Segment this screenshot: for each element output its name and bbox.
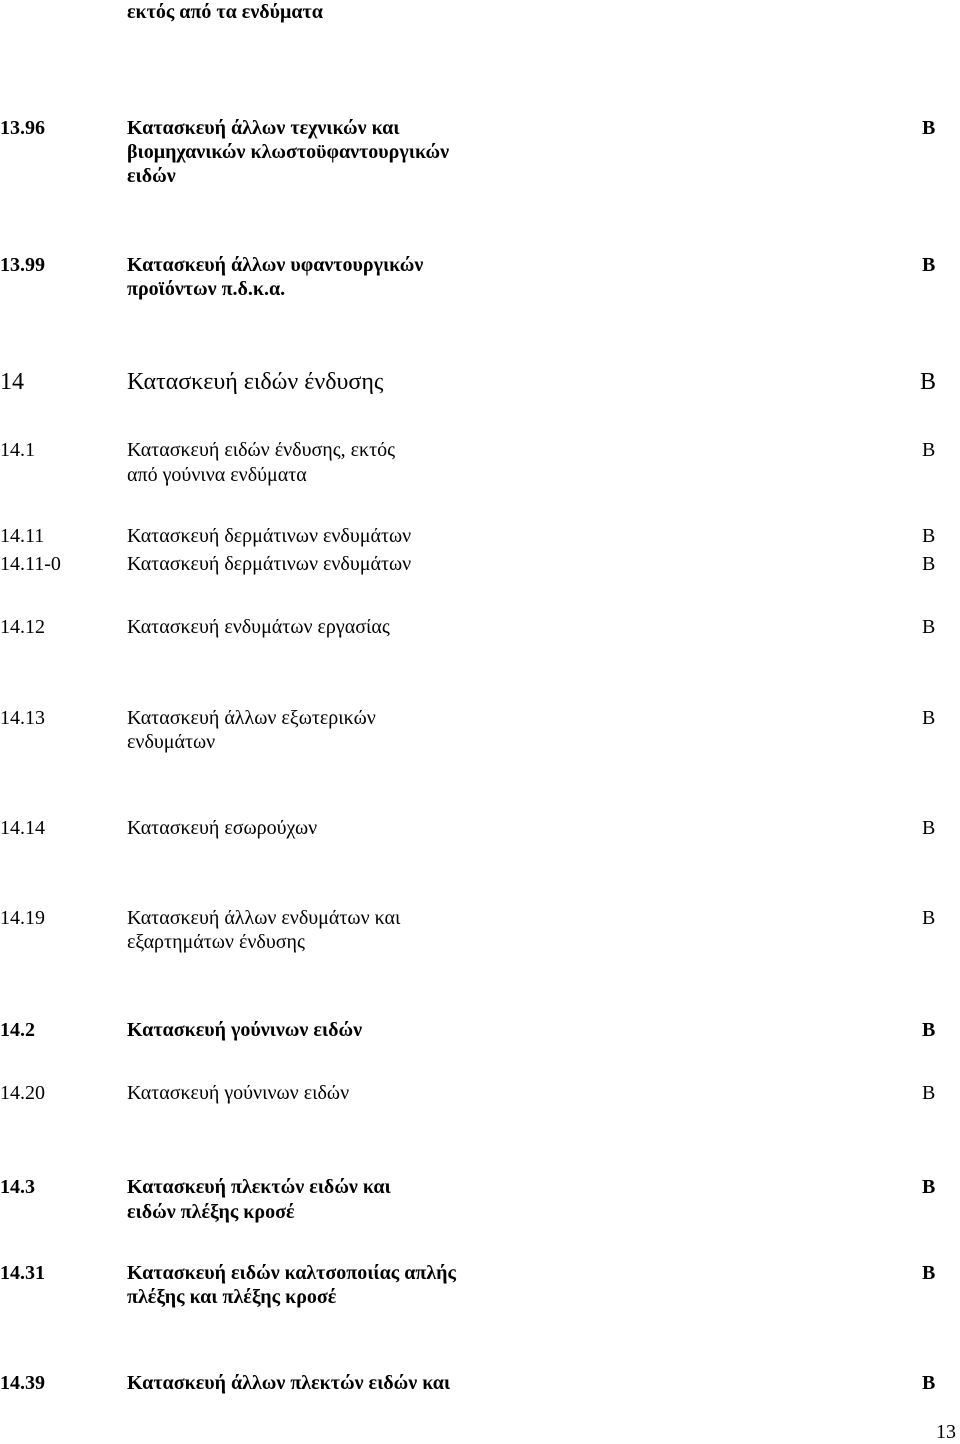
entry-description: βιομηχανικών κλωστοϋφαντουργικών — [127, 141, 450, 163]
entry-description: Κατασκευή εσωρούχων — [127, 817, 318, 839]
continuation-text: εκτός από τα ενδύματα — [127, 1, 323, 23]
entry-class: Β — [922, 1262, 936, 1284]
entry-code: 14.19 — [0, 907, 45, 929]
entry-description: Κατασκευή ειδών καλτσοποιίας απλής — [127, 1262, 456, 1284]
entry-code: 14.11-0 — [0, 553, 61, 575]
entry-code: 13.96 — [0, 117, 45, 139]
entry-description: Κατασκευή ειδών ένδυσης, εκτός — [127, 439, 396, 461]
entry-description: Κατασκευή ενδυμάτων εργασίας — [127, 616, 390, 638]
entry-class: Β — [922, 1019, 936, 1041]
entry-description: πλέξης και πλέξης κροσέ — [127, 1286, 337, 1308]
entry-class: Β — [922, 117, 936, 139]
entry-code: 14 — [0, 369, 24, 395]
page-number: 13 — [936, 1421, 956, 1443]
entry-class: Β — [922, 254, 936, 276]
entry-description: εξαρτημάτων ένδυσης — [127, 931, 305, 953]
entry-code: 14.13 — [0, 707, 45, 729]
entry-description: ενδυμάτων — [127, 731, 216, 753]
entry-description: Κατασκευή γούνινων ειδών — [127, 1019, 363, 1041]
entry-description: Κατασκευή άλλων εξωτερικών — [127, 707, 376, 729]
entry-class: Β — [922, 525, 936, 547]
entry-description: Κατασκευή άλλων τεχνικών και — [127, 117, 400, 139]
entry-code: 14.3 — [0, 1176, 35, 1198]
entry-code: 13.99 — [0, 254, 45, 276]
entry-code: 14.31 — [0, 1262, 45, 1284]
entry-class: Β — [922, 616, 936, 638]
entry-class: Β — [922, 1082, 936, 1104]
entry-description: Κατασκευή πλεκτών ειδών και — [127, 1176, 391, 1198]
entry-class: Β — [922, 1176, 936, 1198]
entry-code: 14.2 — [0, 1019, 35, 1041]
entry-description: από γούνινα ενδύματα — [127, 464, 307, 486]
entry-description: Κατασκευή ειδών ένδυσης — [127, 369, 384, 395]
entry-description: ειδών πλέξης κροσέ — [127, 1201, 295, 1223]
entry-description: προϊόντων π.δ.κ.α. — [127, 278, 286, 300]
entry-code: 14.20 — [0, 1082, 45, 1104]
entry-description: Κατασκευή άλλων πλεκτών ειδών και — [127, 1372, 451, 1394]
entry-class: Β — [922, 553, 936, 575]
entry-description: Κατασκευή δερμάτινων ενδυμάτων — [127, 525, 412, 547]
entry-description: Κατασκευή άλλων ενδυμάτων και — [127, 907, 401, 929]
entry-code: 14.12 — [0, 616, 45, 638]
entry-class: Β — [922, 1372, 936, 1394]
entry-description: Κατασκευή δερμάτινων ενδυμάτων — [127, 553, 412, 575]
entry-class: Β — [922, 439, 936, 461]
entry-description: Κατασκευή άλλων υφαντουργικών — [127, 254, 424, 276]
entry-class: Β — [920, 369, 937, 395]
entry-code: 14.14 — [0, 817, 45, 839]
entry-code: 14.1 — [0, 439, 35, 461]
entry-class: Β — [922, 817, 936, 839]
entry-description: Κατασκευή γούνινων ειδών — [127, 1082, 350, 1104]
entry-code: 14.11 — [0, 525, 45, 547]
entry-description: ειδών — [127, 165, 176, 187]
entry-class: Β — [922, 707, 936, 729]
entry-class: Β — [922, 907, 936, 929]
entry-code: 14.39 — [0, 1372, 45, 1394]
